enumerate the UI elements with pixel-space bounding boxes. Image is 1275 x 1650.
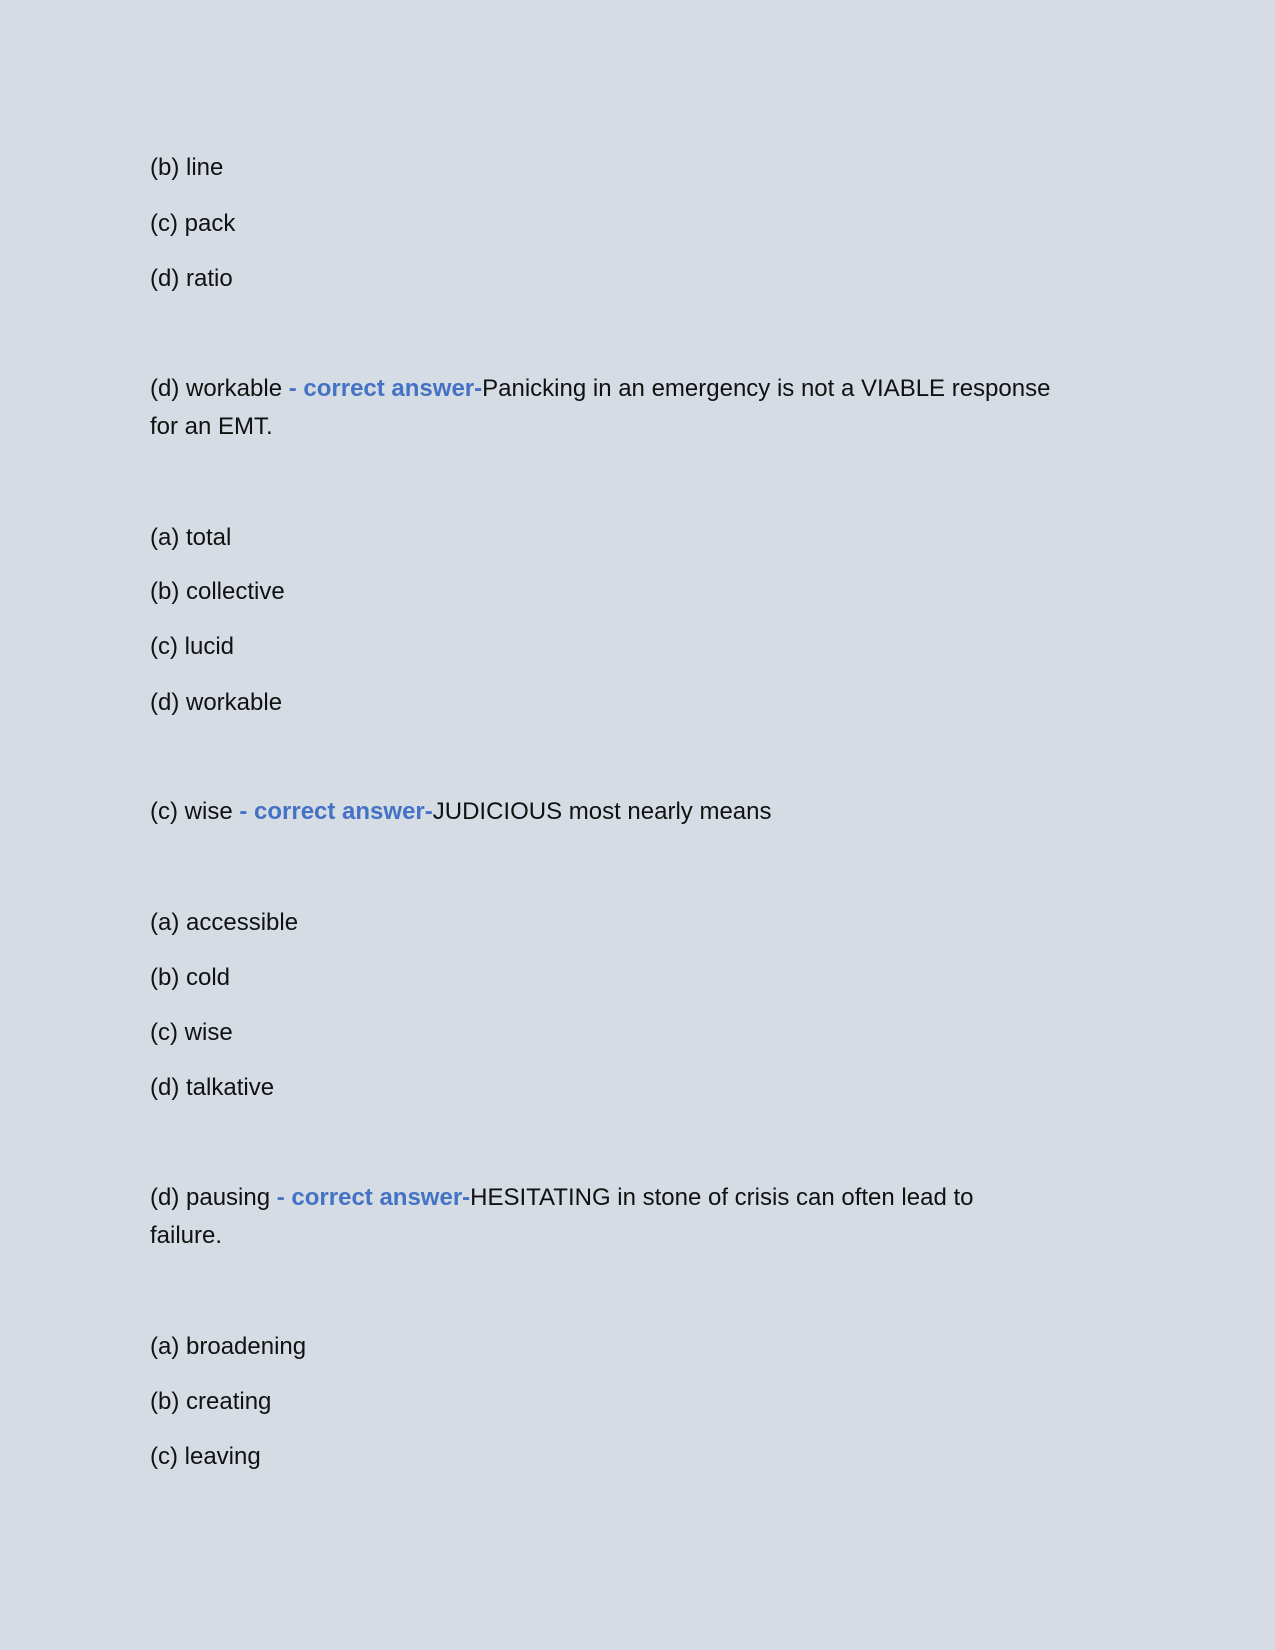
correct-answer-marker: - correct answer- [276,1184,471,1211]
option-line: (d) ratio [150,265,233,292]
answer-text: (d) pausing [150,1184,277,1211]
correct-answer-marker: - correct answer- [288,375,483,402]
correct-answer-marker: - correct answer- [239,798,433,825]
question-text: JUDICIOUS most nearly means [432,798,772,825]
answer-line [150,797,772,827]
option-line: (b) cold [150,964,231,991]
option-line: (b) creating [150,1388,272,1415]
question-text: HESITATING in stone of crisis can often lead to [470,1184,974,1211]
option-line: (c) leaving [150,1443,261,1470]
option-line: (b) line [150,154,224,181]
option-line: (b) collective [150,578,285,605]
option-line: (c) wise [150,1019,233,1046]
question-text: Panicking in an emergency is not a VIABLE response [482,375,1051,402]
answer-line [150,374,1050,404]
answer-text: (d) workable [150,375,289,402]
answer-line [150,1183,973,1213]
option-line: (a) total [150,524,232,551]
option-line: (a) accessible [150,909,299,936]
option-line: (a) broadening [150,1333,307,1360]
question-continuation: for an EMT. [150,413,273,440]
option-line: (d) workable [150,689,283,716]
question-continuation: failure. [150,1222,223,1249]
option-line: (d) talkative [150,1074,275,1101]
answer-text: (c) wise [150,798,240,825]
option-line: (c) lucid [150,633,235,660]
option-line: (c) pack [150,210,236,237]
